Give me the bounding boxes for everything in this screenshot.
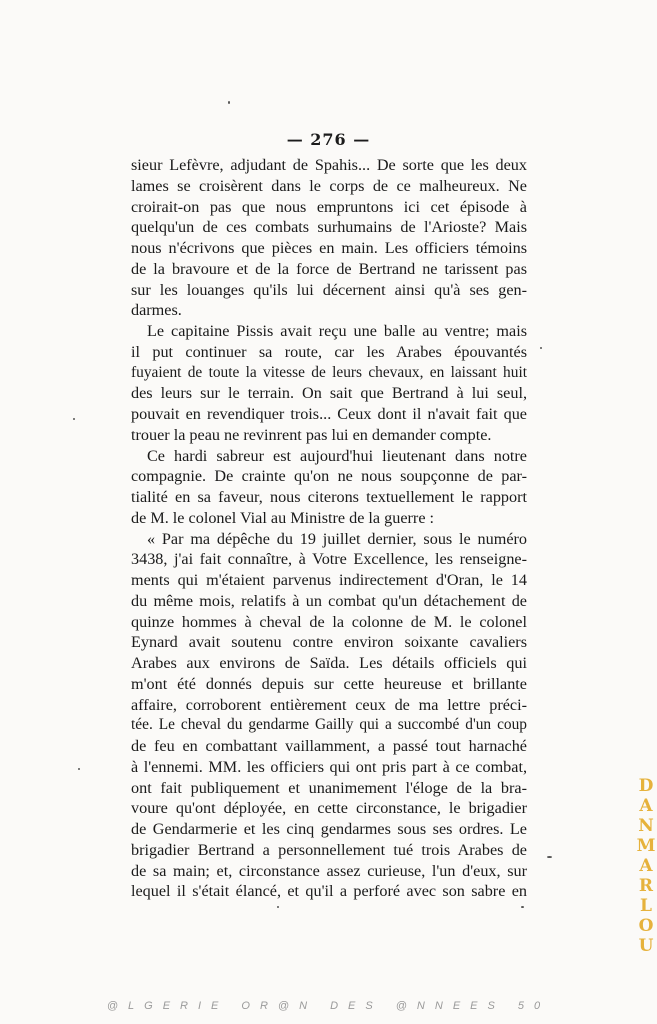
text-line: de Gendarmerie et les cinq gendarmes sous ses ordres. Le — [131, 820, 527, 838]
text-line: quinze hommes à cheval de la colonne de M. le colonel — [131, 612, 527, 631]
text-line: des leurs sur le terrain. On sait que Bertrand à lui seul, — [131, 384, 527, 403]
text-line: pouvait en revendiquer trois... Ceux dont il n'avait fait que — [131, 405, 527, 423]
text-line: de la bravoure et de la force de Bertrand ne tarissent pas — [131, 259, 527, 278]
text-line: lequel il s'était élancé, et qu'il a perforé avec son sabre en — [131, 882, 527, 901]
text-line: croirait-on pas que nous empruntons ici cet épisode à — [131, 197, 527, 216]
text-line: de feu en combattant vaillamment, a passé tout harnaché — [131, 737, 527, 755]
text-line: Arabes aux environs de Saïda. Les détails officiels qui — [131, 654, 527, 672]
watermark-letter: N — [638, 816, 654, 836]
text-line: Eynard avait soutenu contre environ soixante cavaliers — [131, 633, 527, 652]
text-line: fuyaient de toute la vitesse de leurs chevaux, en laissant huit — [131, 363, 527, 381]
text-line: tialité en sa faveur, nous citerons textuellement le rapport — [131, 488, 527, 506]
watermark-letter: L — [640, 896, 652, 916]
text-line: de M. le colonel Vial au Ministre de la guerre : — [131, 508, 435, 527]
text-line: ments qui m'étaient parvenus indirectement d'Oran, le 14 — [131, 571, 527, 589]
text-line: il put continuer sa route, car les Arabes épouvantés — [131, 342, 527, 361]
text-line: trouer la peau ne revinrent pas lui en demander compte. — [131, 425, 492, 444]
watermark-letter: U — [638, 936, 654, 956]
text-line: lames se croisèrent dans le corps de ce malheureux. Ne — [131, 176, 527, 195]
watermark-text — [636, 776, 656, 956]
watermark-letter: D — [638, 776, 654, 796]
scan-speck — [521, 906, 524, 908]
text-line: tée. Le cheval du gendarme Gailly qui a succombé d'un coup — [131, 716, 527, 734]
text-line: du même mois, relatifs à un combat qu'un détachement de — [131, 591, 527, 610]
scan-speck — [277, 906, 279, 908]
watermark-letter: A — [639, 856, 653, 876]
text-line: 3438, j'ai fait connaître, à Votre Excellence, les renseigne- — [131, 550, 527, 569]
text-line: de sa main; et, circonstance assez curieuse, l'un d'eux, sur — [131, 861, 527, 880]
scan-speck — [547, 856, 552, 858]
text-line: voure qu'ont déployée, en cette circonstance, le brigadier — [131, 799, 527, 818]
text-line: « Par ma dépêche du 19 juillet dernier, sous le numéro — [147, 529, 527, 548]
text-line: sieur Lefèvre, adjudant de Spahis... De sorte que les deux — [131, 156, 527, 174]
watermark-letter: O — [638, 916, 654, 936]
text-line: nous n'écrivons que pièces en main. Les officiers témoins — [131, 239, 527, 257]
text-line: darmes. — [131, 301, 182, 320]
text-line: brigadier Bertrand a personnellement tué trois Arabes de — [131, 840, 527, 859]
page-number: — 276 — — [286, 130, 371, 149]
scan-speck — [228, 101, 230, 104]
text-line: Le capitaine Pissis avait reçu une balle au ventre; mais — [147, 322, 527, 340]
watermark-letter: A — [639, 796, 653, 816]
body-text — [131, 155, 527, 902]
text-line: quelqu'un de ces combats surhumains de l'Arioste? Mais — [131, 218, 527, 237]
watermark-vertical — [636, 776, 656, 956]
text-line: sur les louanges qu'ils lui décernent ainsi qu'à ses gen- — [131, 280, 527, 299]
text-line: Ce hardi sabreur est aujourd'hui lieutenant dans notre — [147, 446, 527, 465]
scan-speck — [78, 768, 80, 770]
text-line: à l'ennemi. MM. les officiers qui ont pris part à ce combat, — [131, 757, 527, 776]
text-line: affaire, corroborent entièrement ceux de ma lettre préci- — [131, 695, 527, 714]
scan-speck — [540, 347, 542, 349]
scan-speck — [73, 418, 75, 420]
footer-caption: @LGERIE OR@N DES @NNEES 50 — [106, 1000, 551, 1012]
text-line: ont fait publiquement et unanimement l'éloge de la bra- — [131, 778, 527, 797]
text-line: m'ont été donnés depuis sur cette heureuse et brillante — [131, 674, 527, 693]
text-line: compagnie. De crainte qu'on ne nous soupçonne de par- — [131, 467, 527, 486]
watermark-letter: R — [638, 876, 654, 896]
watermark-letter: M — [636, 836, 656, 856]
